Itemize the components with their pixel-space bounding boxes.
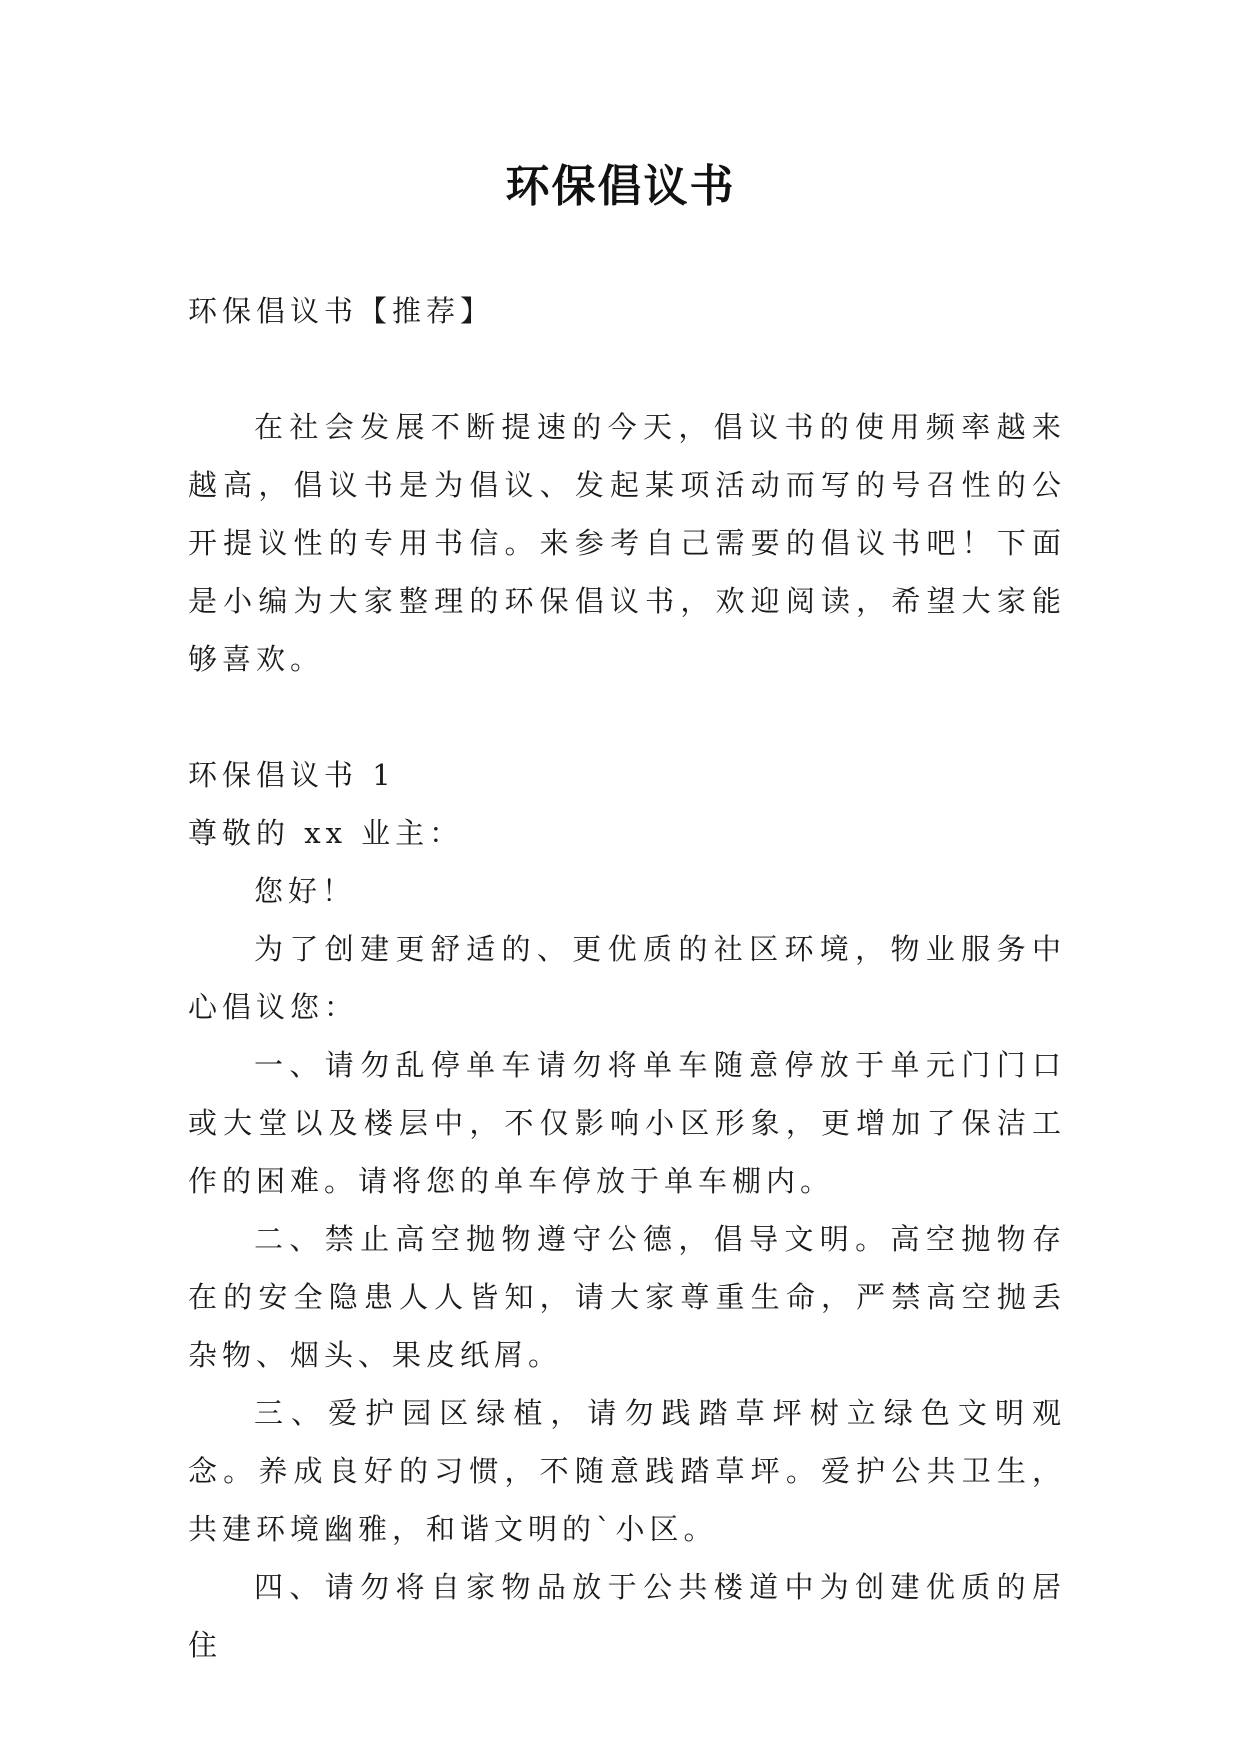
paragraph: 一、请勿乱停单车请勿将单车随意停放于单元门门口或大堂以及楼层中，不仅影响小区形象，更增加了保洁工作的困难。请将您的单车停放于单车棚内。 <box>188 1048 1066 1198</box>
paragraph: 二、禁止高空抛物遵守公德，倡导文明。高空抛物存在的安全隐患人人皆知，请大家尊重生命，严禁高空抛丢杂物、烟头、果皮纸屑。 <box>188 1222 1066 1372</box>
document-subtitle: 环保倡议书【推荐】 <box>188 294 495 328</box>
salutation: 尊敬的 xx 业主： <box>188 816 464 850</box>
paragraph: 四、请勿将自家物品放于公共楼道中为创建优质的居住 <box>188 1570 1066 1662</box>
document-title: 环保倡议书 <box>505 161 736 212</box>
document-body <box>188 282 1066 1674</box>
paragraph: 为了创建更舒适的、更优质的社区环境，物业服务中心倡议您： <box>188 932 1066 1024</box>
greeting: 您好！ <box>254 874 357 908</box>
section-heading: 环保倡议书 1 <box>188 758 396 792</box>
blank-line <box>188 688 1066 746</box>
intro-paragraph: 在社会发展不断提速的今天，倡议书的使用频率越来越高，倡议书是为倡议、发起某项活动而写的号召性的公开提议性的专用书信。来参考自己需要的倡议书吧！下面是小编为大家整理的环保倡议书，欢迎阅读，希望大家能够喜欢。 <box>188 410 1066 676</box>
blank-line <box>188 340 1066 398</box>
paragraph: 三、爱护园区绿植，请勿践踏草坪树立绿色文明观念。养成良好的习惯，不随意践踏草坪。爱护公共卫生，共建环境幽雅，和谐文明的`小区。 <box>188 1396 1066 1546</box>
